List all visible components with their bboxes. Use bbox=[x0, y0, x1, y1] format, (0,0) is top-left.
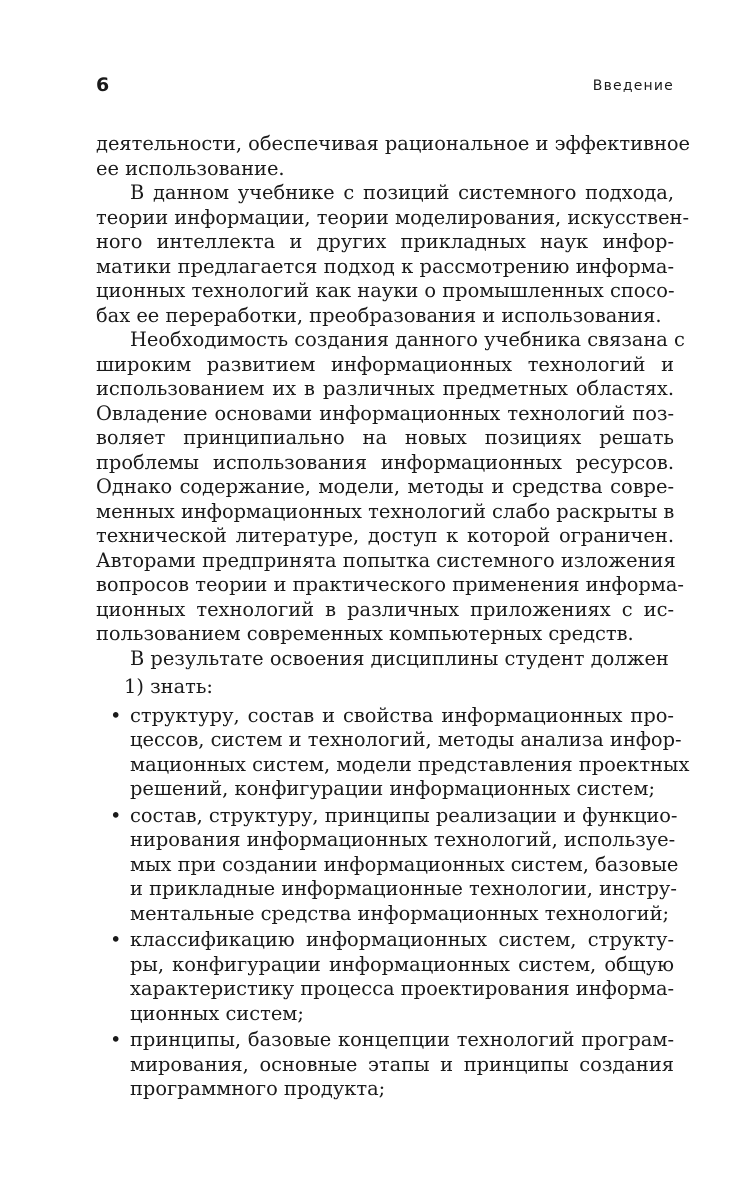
text-line: пользованием современных компьютерных средств. bbox=[96, 622, 634, 645]
text-line: решений, конфигурации информационных систем; bbox=[130, 777, 655, 800]
bullet-list bbox=[96, 703, 690, 1102]
text-line: Необходимость создания данного учебника связана с bbox=[130, 328, 685, 351]
text-line: ментальные средства информационных технологий; bbox=[130, 901, 670, 925]
text-line: В результате освоения дисциплины студент должен bbox=[130, 646, 669, 670]
list-item bbox=[96, 703, 690, 802]
section-title: Введение bbox=[592, 78, 674, 94]
text-line: мационных систем, модели представления проектных bbox=[130, 752, 690, 776]
text-line: состав, структуру, принципы реализации и функцио- bbox=[130, 803, 678, 827]
text-line: классификацию информационных систем, структу- bbox=[130, 928, 674, 951]
text-line: ры, конфигурации информационных систем, общую bbox=[130, 952, 674, 976]
text-line: менных информационных технологий слабо раскрыты в bbox=[96, 499, 675, 523]
text-line: Авторами предпринята попытка системного изложения bbox=[96, 548, 676, 572]
text-line: цессов, систем и технологий, методы анализа инфор- bbox=[130, 728, 682, 751]
text-line: нирования информационных технологий, используе- bbox=[130, 828, 676, 851]
text-line: программного продукта; bbox=[130, 1077, 386, 1100]
paragraph-necessity bbox=[96, 328, 685, 647]
text-line: Овладение основами информационных технологий поз- bbox=[96, 401, 674, 425]
text-line: В данном учебнике с позиций системного подхода, bbox=[130, 181, 674, 204]
text-line: ционных технологий в различных приложениях с ис- bbox=[96, 597, 674, 621]
text-line: бах ее переработки, преобразования и использования. bbox=[96, 303, 662, 327]
list-item bbox=[96, 1028, 674, 1102]
page-number: 6 bbox=[96, 74, 110, 96]
text-line: деятельности, обеспечивая рациональное и эффективное bbox=[96, 132, 691, 155]
list-item bbox=[96, 803, 679, 927]
text-line: 1) знать: bbox=[124, 675, 213, 698]
text-line: матики предлагается подход к рассмотрению информа- bbox=[96, 254, 674, 278]
paragraph-textbook-approach bbox=[96, 181, 690, 328]
text-line: проблемы использования информационных ресурсов. bbox=[96, 450, 674, 474]
text-line: мирования, основные этапы и принципы создания bbox=[130, 1052, 674, 1076]
text-line: мых при создании информационных систем, базовые bbox=[130, 852, 679, 876]
paragraph-learning-outcomes bbox=[96, 647, 674, 672]
text-line: ее использование. bbox=[96, 156, 285, 180]
text-line: теории информации, теории моделирования, искусствен- bbox=[96, 205, 690, 229]
text-line: использованием их в различных предметных областях. bbox=[96, 377, 674, 400]
text-line: и прикладные информационные технологии, инстру- bbox=[130, 877, 677, 900]
body-text bbox=[96, 132, 691, 1102]
text-line: воляет принципиально на новых позициях решать bbox=[96, 426, 674, 449]
text-line: технической литературе, доступ к которой ограничен. bbox=[96, 524, 674, 547]
text-line: ного интеллекта и других прикладных наук инфор- bbox=[96, 230, 674, 253]
running-header bbox=[96, 72, 674, 98]
bullet-icon: • bbox=[110, 803, 122, 827]
bullet-icon: • bbox=[110, 703, 122, 727]
text-line: Однако содержание, модели, методы и средства совре- bbox=[96, 475, 674, 498]
text-line: вопросов теории и практического применения информа- bbox=[96, 573, 684, 596]
text-line: принципы, базовые концепции технологий програм- bbox=[130, 1028, 674, 1051]
list-intro bbox=[96, 675, 674, 700]
text-line: ционных систем; bbox=[130, 1001, 304, 1025]
text-line: ционных технологий как науки о промышленных спосо- bbox=[96, 279, 675, 302]
text-line: структуру, состав и свойства информационных про- bbox=[130, 703, 674, 727]
list-item bbox=[96, 928, 674, 1026]
paragraph-continuation bbox=[96, 132, 691, 181]
bullet-icon: • bbox=[110, 1028, 122, 1051]
text-line: характеристику процесса проектирования информа- bbox=[130, 977, 675, 1000]
text-line: широким развитием информационных технологий и bbox=[96, 352, 674, 376]
bullet-icon: • bbox=[110, 928, 122, 951]
